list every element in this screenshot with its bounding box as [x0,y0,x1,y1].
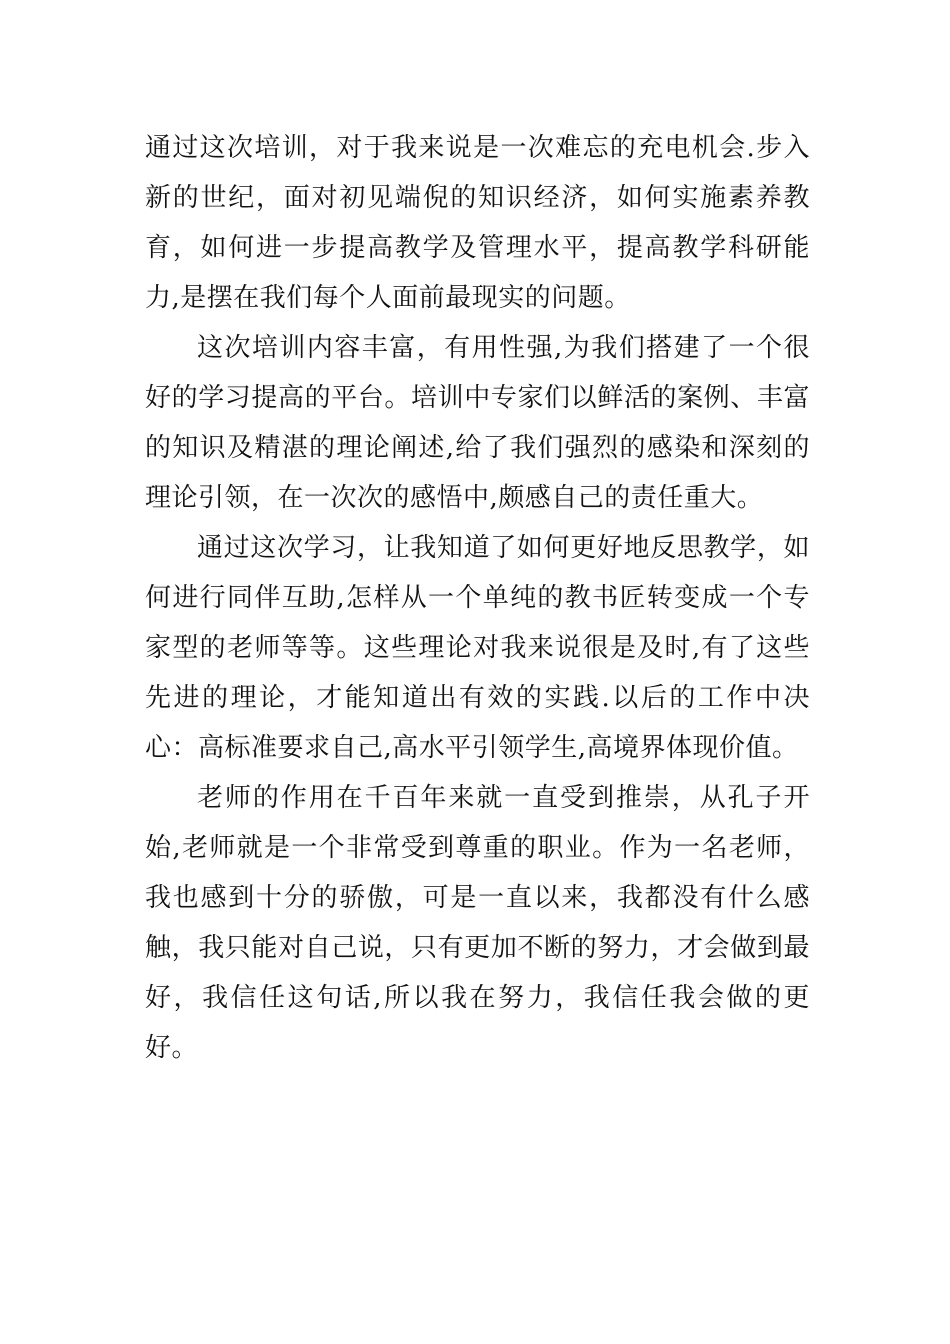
document-body [145,123,810,1073]
paragraph-2: 这次培训内容丰富，有用性强,为我们搭建了一个很好的学习提高的平台。培训中专家们以鲜活的案例、丰富的知识及精湛的理论阐述,给了我们强烈的感染和深刻的理论引领，在一次次的感悟中,颇感自己的责任重大。 [145,333,810,513]
paragraph-3: 通过这次学习，让我知道了如何更好地反思教学，如何进行同伴互助,怎样从一个单纯的教书匠转变成一个专家型的老师等等。这些理论对我来说很是及时,有了这些先进的理论，才能知道出有效的实践.以后的工作中决心：高标准要求自己,高水平引领学生,高境界体现价值。 [145,533,810,763]
paragraph-1: 通过这次培训，对于我来说是一次难忘的充电机会.步入新的世纪，面对初见端倪的知识经济，如何实施素养教育，如何进一步提高教学及管理水平，提高教学科研能力,是摆在我们每个人面前最现实的问题。 [145,133,810,313]
paragraph-4: 老师的作用在千百年来就一直受到推崇，从孔子开始,老师就是一个非常受到尊重的职业。作为一名老师，我也感到十分的骄傲，可是一直以来，我都没有什么感触，我只能对自己说，只有更加不断的努力，才会做到最好，我信任这句话,所以我在努力，我信任我会做的更好。 [145,783,810,1063]
